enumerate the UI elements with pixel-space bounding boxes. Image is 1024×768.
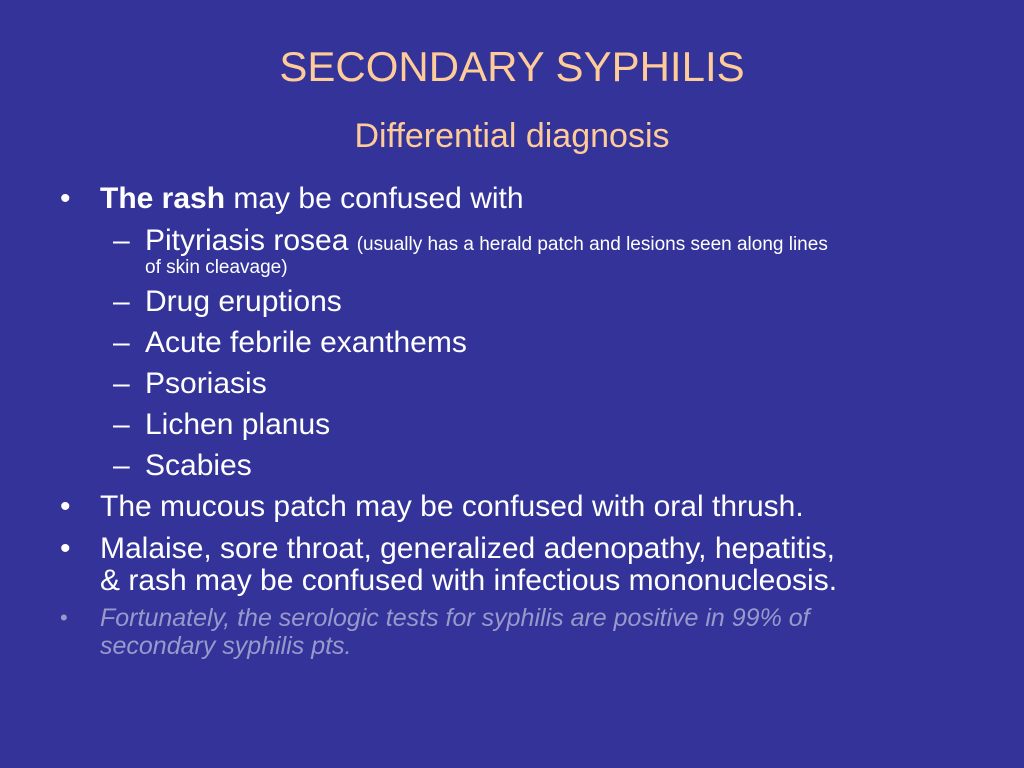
serologic-line1-text: Fortunately, the serologic tests for syphilis are positive in 99% of xyxy=(100,604,810,632)
scabies-text: Scabies xyxy=(145,449,252,482)
acute-febrile-text: Acute febrile exanthems xyxy=(145,326,467,359)
bullet-glyph: • xyxy=(60,182,71,215)
mucous-patch-text: The mucous patch may be confused with oral thrush. xyxy=(100,490,804,523)
pityriasis-note-text: (usually has a herald patch and lesions seen along lines xyxy=(356,234,828,255)
dash-glyph: – xyxy=(113,224,130,257)
dash-glyph: – xyxy=(113,408,130,441)
bullet-rash xyxy=(60,182,960,215)
subitem-psoriasis xyxy=(113,367,965,400)
malaise-line1-text: Malaise, sore throat, generalized adenopathy, hepatitis, xyxy=(100,532,835,565)
bullet-glyph: • xyxy=(60,605,68,630)
pityriasis-main-text: Pityriasis rosea xyxy=(145,224,357,257)
subitem-lichen-planus xyxy=(113,408,965,441)
serologic-line2: secondary syphilis pts. xyxy=(100,632,352,660)
subitem-drug-eruptions xyxy=(113,285,965,318)
subitem-pityriasis xyxy=(113,224,965,257)
subitem-scabies xyxy=(113,449,965,482)
bullet-glyph: • xyxy=(60,490,71,523)
dash-glyph: – xyxy=(113,449,130,482)
slide-title: SECONDARY SYPHILIS xyxy=(279,43,745,90)
bullet-mucous-patch xyxy=(60,490,960,523)
lichen-planus-text: Lichen planus xyxy=(145,408,331,441)
psoriasis-text: Psoriasis xyxy=(145,367,267,400)
rash-bold-text: The rash xyxy=(100,182,226,215)
subitem-acute-febrile xyxy=(113,326,965,359)
rash-rest-text: may be confused with xyxy=(225,182,524,215)
dash-glyph: – xyxy=(113,326,130,359)
pityriasis-note-continuation: of skin cleavage) xyxy=(145,257,288,278)
dash-glyph: – xyxy=(113,285,130,318)
bullet-serologic xyxy=(60,604,960,632)
bullet-glyph: • xyxy=(60,532,71,565)
bullet-malaise xyxy=(60,532,960,565)
malaise-line2: & rash may be confused with infectious mononucleosis. xyxy=(100,564,838,597)
dash-glyph: – xyxy=(113,367,130,400)
drug-eruptions-text: Drug eruptions xyxy=(145,285,342,318)
slide-subtitle: Differential diagnosis xyxy=(354,117,670,155)
